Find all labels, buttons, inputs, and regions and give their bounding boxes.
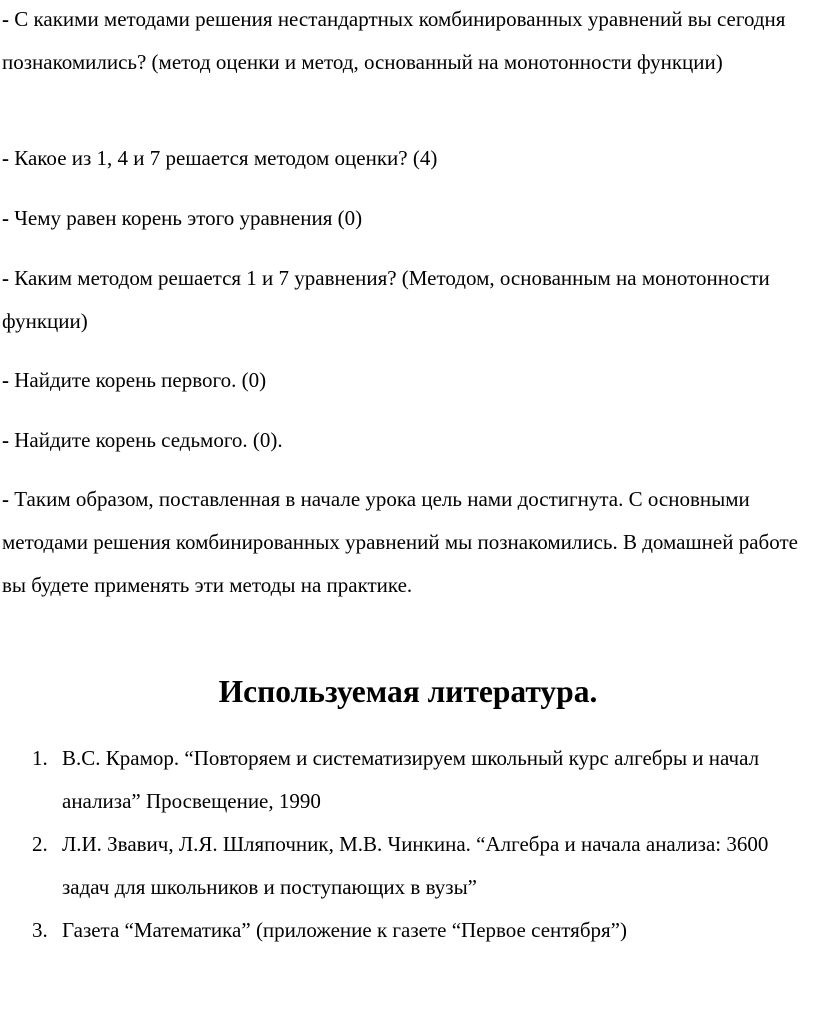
dash: - (2, 146, 9, 170)
item-number: 1. (32, 746, 48, 770)
dash: - (2, 206, 9, 230)
item-number: 2. (32, 832, 48, 856)
paragraph-text: С какими методами решения нестандартных комбинированных уравнений вы сегодня познакомились? (метод оценки и метод, основанный на монотонности функции) (2, 7, 786, 74)
question-paragraph (2, 197, 812, 240)
dash: - (2, 428, 9, 452)
item-text: В.С. Крамор. “Повторяем и систематизируем школьный курс алгебры и начал анализа” Просвещение, 1990 (62, 746, 760, 813)
literature-heading: Используемая литература. (218, 674, 598, 709)
question-paragraph (2, 419, 812, 462)
dash: - (2, 368, 9, 392)
question-paragraph (2, 359, 812, 402)
item-number: 3. (32, 918, 48, 942)
question-paragraph (2, 257, 812, 343)
dash: - (2, 487, 9, 511)
paragraph-text: Какое из 1, 4 и 7 решается методом оценки? (4) (9, 146, 438, 170)
paragraph-text: Каким методом решается 1 и 7 уравнения? (Методом, основанным на монотонности функции) (2, 266, 770, 333)
literature-item (0, 737, 816, 823)
literature-item (0, 823, 816, 909)
question-paragraph (2, 137, 812, 180)
item-text: Газета “Математика” (приложение к газете “Первое сентября”) (62, 918, 627, 942)
conclusion-paragraph (2, 478, 812, 607)
literature-list (0, 737, 816, 952)
paragraph-text: Найдите корень седьмого. (0). (9, 428, 283, 452)
literature-item (0, 909, 816, 952)
dash: - (2, 266, 9, 290)
dash: - (2, 7, 9, 31)
paragraph-text: Таким образом, поставленная в начале урока цель нами достигнута. С основными методами решения комбинированных уравнений мы познакомились. В домашней работе вы будете применять эти методы на практике. (2, 487, 798, 597)
paragraph-text: Чему равен корень этого уравнения (0) (9, 206, 363, 230)
paragraph-text: Найдите корень первого. (0) (9, 368, 267, 392)
item-text: Л.И. Звавич, Л.Я. Шляпочник, М.В. Чинкина. “Алгебра и начала анализа: 3600 задач для школьников и поступающих в вузы” (62, 832, 769, 899)
question-paragraph (2, 0, 812, 84)
